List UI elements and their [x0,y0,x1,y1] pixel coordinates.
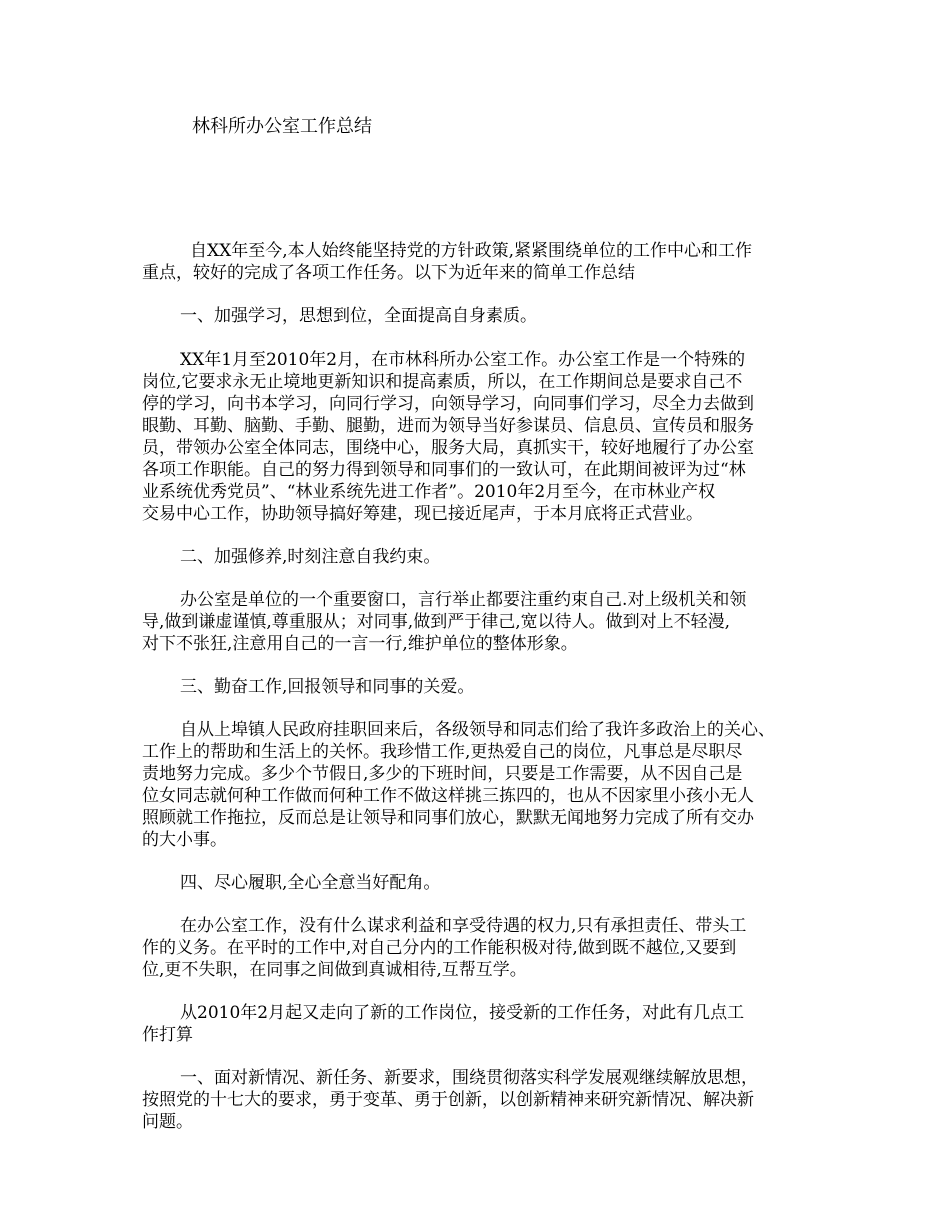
paragraph-line: 的大小事。 [142,830,227,850]
paragraph-line: 自从上埠镇人民政府挂职回来后，各级领导和同志们给了我许多政治上的关心、 [180,720,775,740]
paragraph-line: 停的学习，向书本学习，向同行学习，向领导学习，向同事们学习，尽全力去做到 [142,394,754,414]
paragraph-line: 从2010年2月起又走向了新的工作岗位，接受新的工作任务，对此有几点工 [180,1003,745,1023]
section-heading: 三、勤奋工作,回报领导和同事的关爱。 [180,677,475,697]
paragraph-line: 位女同志就何种工作做而何种工作不做这样挑三拣四的，也从不因家里小孩小无人 [142,786,754,806]
paragraph-line: 眼勤、耳勤、脑勤、手勤、腿勤，进而为领导当好参谋员、信息员、宣传员和服务 [142,416,754,436]
paragraph-line: 作的义务。在平时的工作中,对自己分内的工作能积极对待,做到既不越位,又要到 [142,938,737,958]
paragraph-line: 导,做到谦虚谨慎,尊重服从；对同事,做到严于律己,宽以待人。做到对上不轻漫, [142,612,731,632]
paragraph-line: 作打算 [142,1025,193,1045]
section-heading: 四、尽心履职,全心全意当好配角。 [180,873,441,893]
paragraph-line: 在办公室工作，没有什么谋求利益和享受待遇的权力,只有承担责任、带头工 [180,916,747,936]
paragraph-line: 各项工作职能。自己的努力得到领导和同事们的一致认可，在此期间被评为过“林 [142,460,746,480]
paragraph-line: 重点，较好的完成了各项工作任务。以下为近年来的简单工作总结 [142,263,635,283]
paragraph-line: 自XX年至今,本人始终能坚持党的方针政策,紧紧围绕单位的工作中心和工作 [190,241,753,261]
paragraph-line: 问题。 [142,1112,193,1132]
paragraph-line: 交易中心工作，协助领导搞好筹建，现已接近尾声，于本月底将正式营业。 [142,504,703,524]
section-heading: 二、加强修养,时刻注意自我约束。 [180,547,441,567]
paragraph-line: 照顾就工作拖拉，反而总是让领导和同事们放心，默默无闻地努力完成了所有交办 [142,808,754,828]
document-title: 林科所办公室工作总结 [192,116,372,137]
paragraph-line: 岗位,它要求永无止境地更新知识和提高素质，所以，在工作期间总是要求自己不 [142,372,743,392]
paragraph-line: 对下不张狂,注意用自己的一言一行,维护单位的整体形象。 [142,634,578,654]
paragraph-line: 按照党的十七大的要求，勇于变革、勇于创新，以创新精神来研究新情况、解决新 [142,1090,754,1110]
paragraph-line: 一、面对新情况、新任务、新要求，围绕贯彻落实科学发展观继续解放思想， [180,1068,758,1088]
paragraph-line: 业系统优秀党员”、“林业系统先进工作者”。2010年2月至今，在市林业产权 [142,482,716,502]
paragraph-line: XX年1月至2010年2月，在市林科所办公室工作。办公室工作是一个特殊的 [180,350,746,370]
section-heading: 一、加强学习，思想到位，全面提高自身素质。 [180,306,537,326]
paragraph-line: 位,更不失职，在同事之间做到真诚相待,互帮互学。 [142,960,527,980]
paragraph-line: 办公室是单位的一个重要窗口，言行举止都要注重约束自己.对上级机关和领 [180,590,747,610]
paragraph-line: 责地努力完成。多少个节假日,多少的下班时间，只要是工作需要，从不因自己是 [142,764,743,784]
paragraph-line: 员，带领办公室全体同志，围绕中心，服务大局，真抓实干，较好地履行了办公室 [142,438,754,458]
paragraph-line: 工作上的帮助和生活上的关怀。我珍惜工作,更热爱自己的岗位，凡事总是尽职尽 [142,742,743,762]
